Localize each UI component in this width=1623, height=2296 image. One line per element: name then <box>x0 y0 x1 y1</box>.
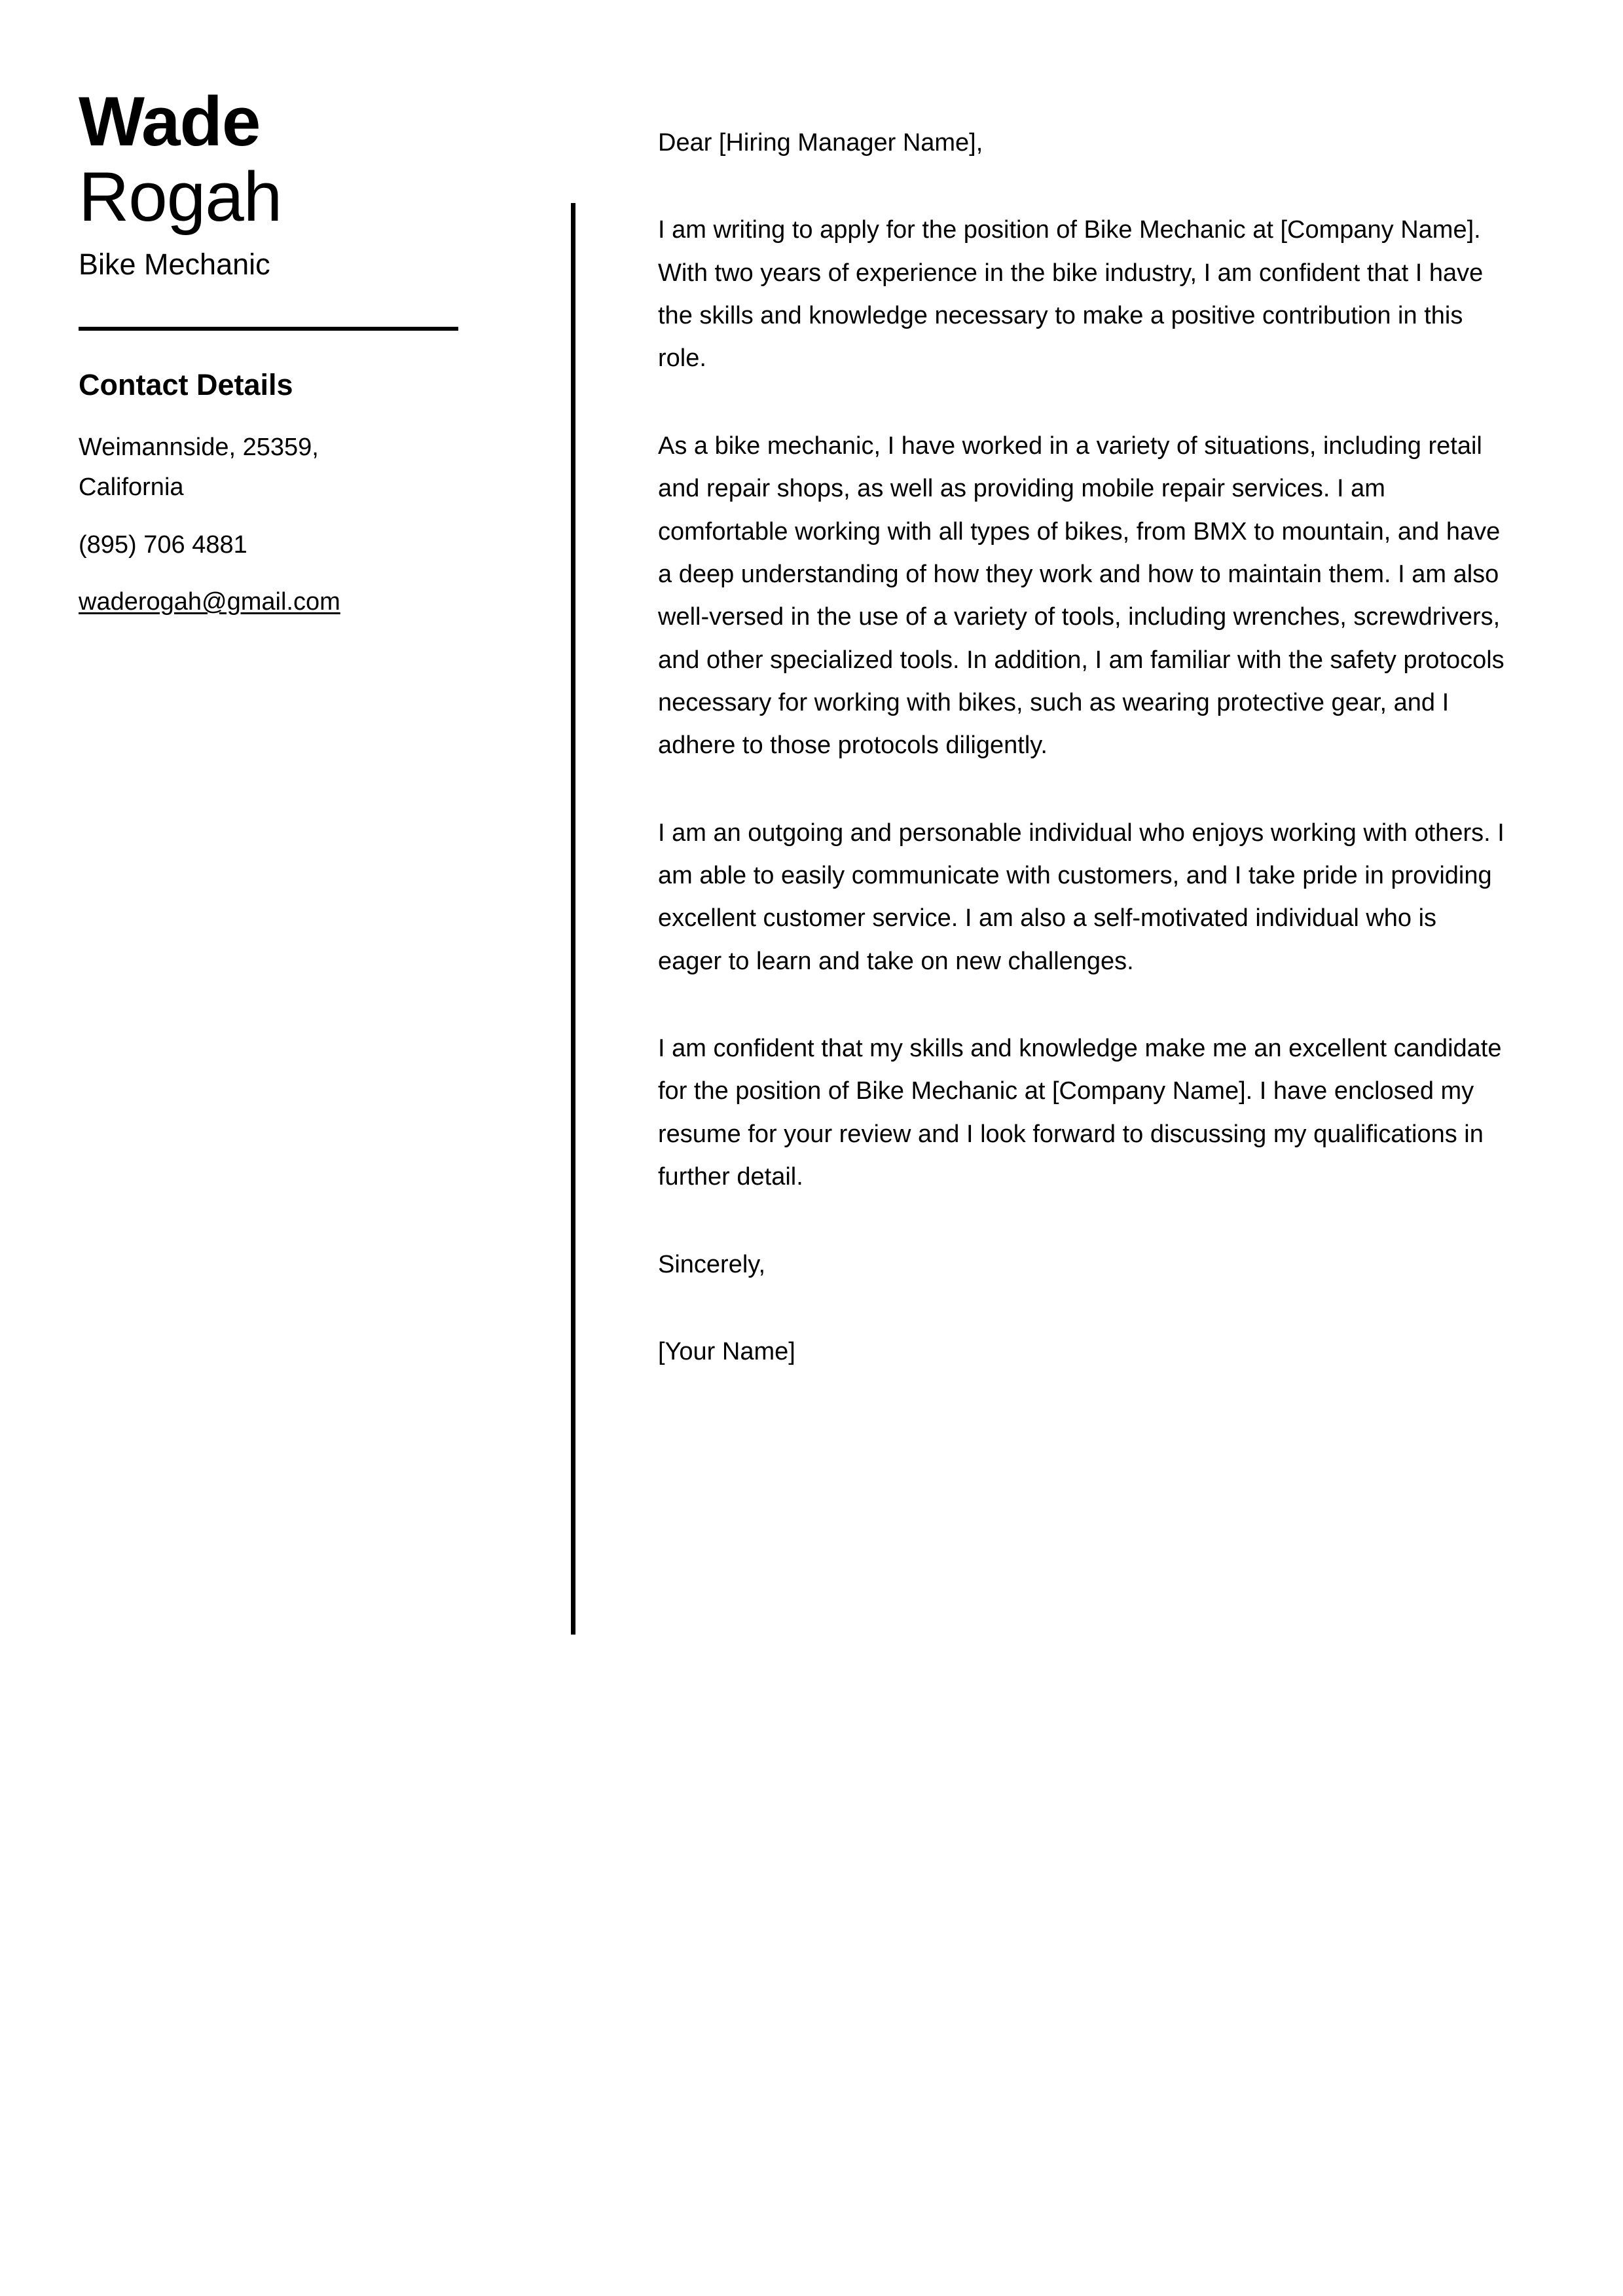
job-title: Bike Mechanic <box>79 247 270 281</box>
letter-body <box>658 122 1506 1373</box>
letter-paragraph: I am confident that my skills and knowledge make me an excellent candidate for the position of Bike Mechanic at [Company Name]. I have enclosed my resume for your review and I look forward to discussing my qualifications in further detail. <box>658 1035 1502 1191</box>
candidate-name <box>79 82 498 236</box>
letter-paragraph: As a bike mechanic, I have worked in a variety of situations, including retail and repair shops, as well as providing mobile repair services. I am comfortable working with all types of bikes, from BMX to mountain, and have a deep understanding of how they work and how to maintain them. I am also well-versed in the use of a variety of tools, including wrenches, screwdrivers, and other specialized tools. In addition, I am familiar with the safety protocols necessary for working with bikes, such as wearing protective gear, and I adhere to those protocols diligently. <box>658 432 1504 760</box>
contact-details-heading: Contact Details <box>79 367 293 401</box>
contact-address: Weimannside, 25359, California <box>79 433 319 502</box>
header-divider-rule <box>79 327 458 331</box>
contact-phone[interactable]: (895) 706 4881 <box>79 530 247 559</box>
letter-paragraph: I am an outgoing and personable individual who enjoys working with others. I am able to easily communicate with customers, and I take pride in providing excellent customer service. I am also a self-motivated individual who is eager to learn and take on new challenges. <box>658 819 1504 975</box>
sidebar <box>79 82 498 640</box>
letter-closing: Sincerely, <box>658 1250 766 1278</box>
letter-paragraph: I am writing to apply for the position of Bike Mechanic at [Company Name]. With two years of experience in the bike industry, I am confident that I have the skills and knowledge necessary to make a positive contribution in this role. <box>658 216 1484 373</box>
first-name: Wade <box>79 82 261 160</box>
last-name: Rogah <box>79 157 282 236</box>
letter-signature: [Your Name] <box>658 1337 795 1365</box>
contact-email-link[interactable]: waderogah@gmail.com <box>79 588 340 616</box>
contact-list <box>79 428 498 623</box>
letter-salutation: Dear [Hiring Manager Name], <box>658 129 983 157</box>
vertical-divider <box>571 203 575 1635</box>
